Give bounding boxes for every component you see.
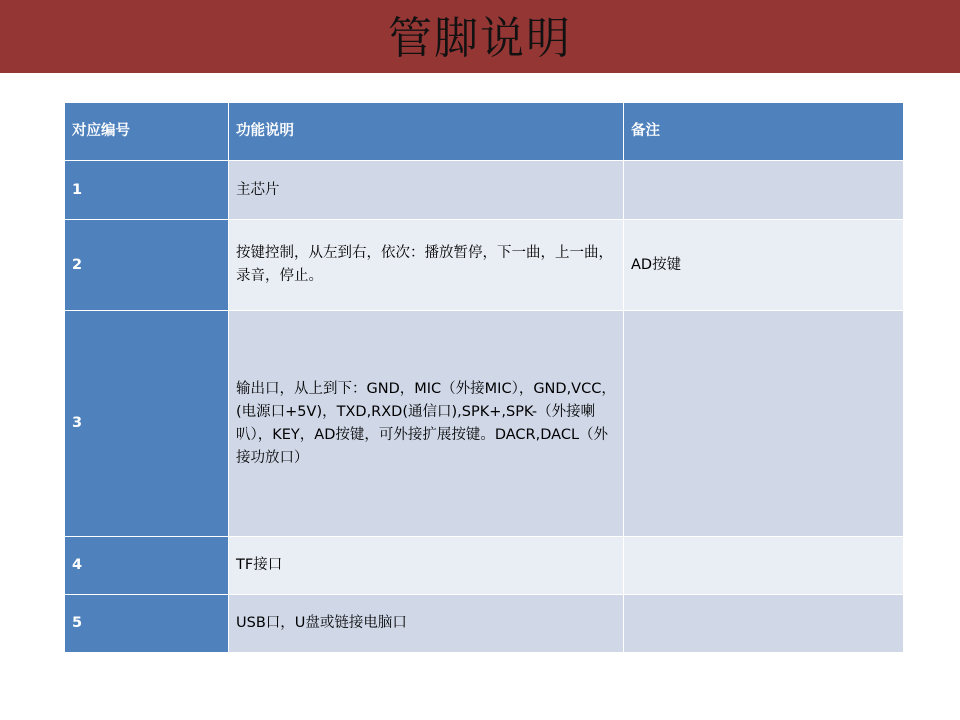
row-number: 3: [65, 311, 229, 537]
row-note: AD按键: [624, 220, 904, 311]
table-row: [65, 161, 904, 220]
table-row: [65, 311, 904, 537]
header-note: 备注: [624, 103, 904, 161]
row-number: 2: [65, 220, 229, 311]
table-row: [65, 595, 904, 653]
header-function: 功能说明: [229, 103, 624, 161]
row-number: 5: [65, 595, 229, 653]
row-note: [624, 161, 904, 220]
row-function: TF接口: [229, 537, 624, 595]
row-note: [624, 537, 904, 595]
row-note: [624, 595, 904, 653]
row-function: USB口，U盘或链接电脑口: [229, 595, 624, 653]
header-number: 对应编号: [65, 103, 229, 161]
row-note: [624, 311, 904, 537]
row-function: 主芯片: [229, 161, 624, 220]
row-number: 4: [65, 537, 229, 595]
table-row: [65, 537, 904, 595]
table-header-row: [65, 103, 904, 161]
row-function: 输出口，从上到下：GND，MIC（外接MIC），GND,VCC，(电源口+5V)，TXD,RXD(通信口),SPK+,SPK-（外接喇叭），KEY，AD按键，可外接扩展按键。DACR,DACL（外接功放口）: [229, 311, 624, 537]
table-row: [65, 220, 904, 311]
slide-title: 管脚说明: [388, 12, 572, 64]
title-bar: [0, 0, 960, 73]
row-function: 按键控制，从左到右，依次：播放暂停，下一曲，上一曲，录音，停止。: [229, 220, 624, 311]
pin-table: [64, 102, 904, 653]
row-number: 1: [65, 161, 229, 220]
